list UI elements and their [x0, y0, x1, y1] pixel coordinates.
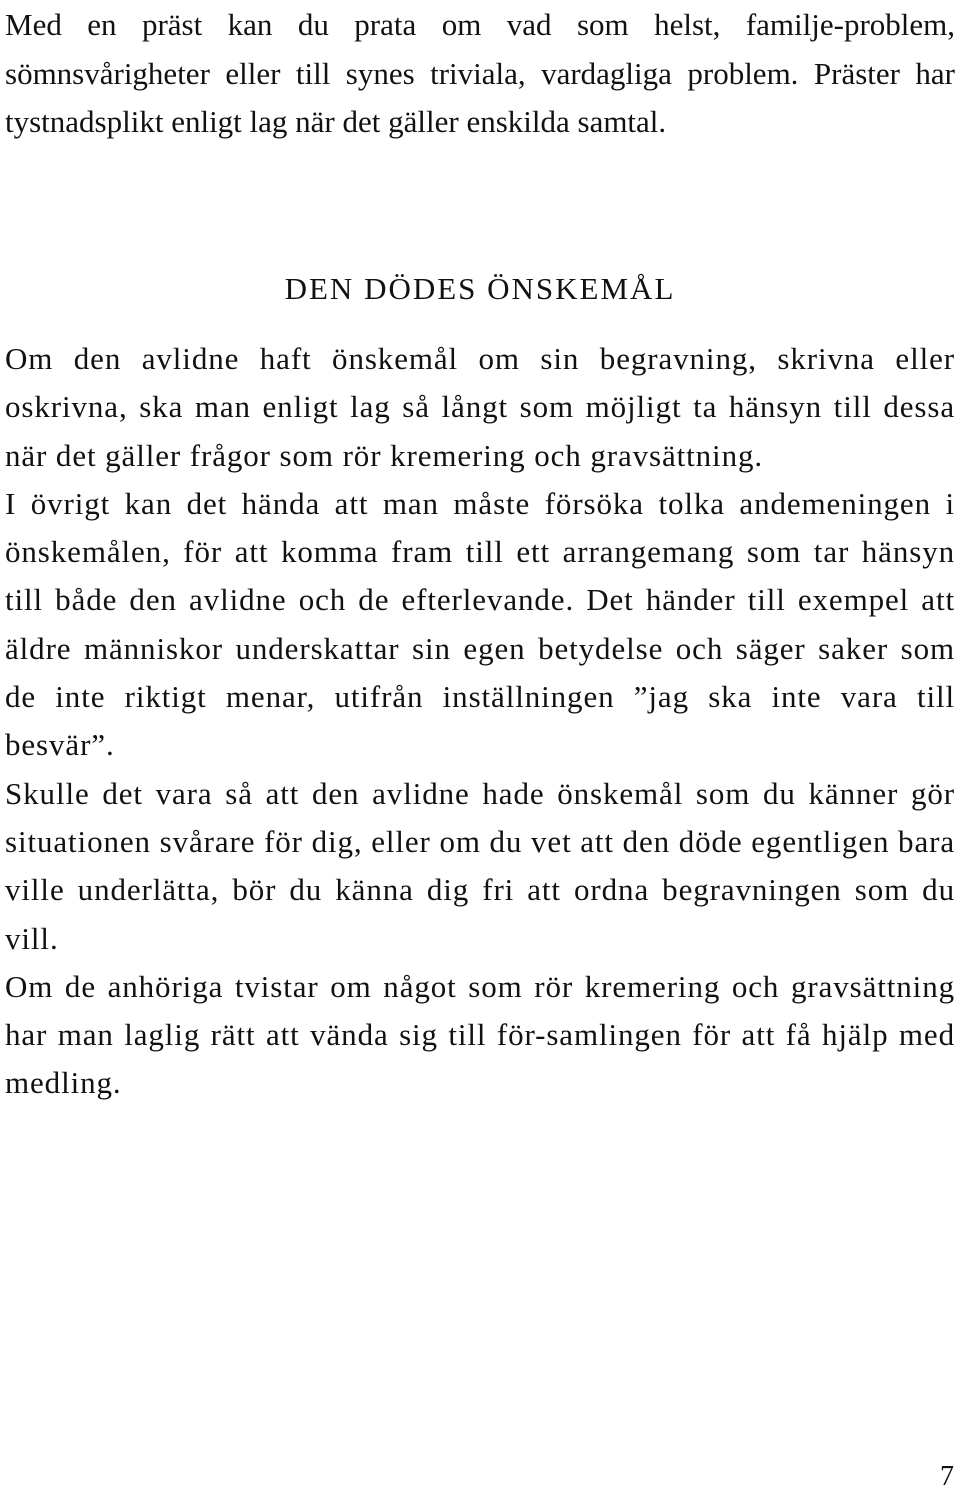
document-page [5, 0, 955, 1101]
paragraph-wishes-law: Om den avlidne haft önskemål om sin begravning, skrivna eller oskrivna, ska man enligt lag så långt som möjligt ta hänsyn till dessa när det gäller frågor som rör kremering och gravsättning. [5, 341, 955, 473]
intro-paragraph: Med en präst kan du prata om vad som helst, familje-problem, sömnsvårigheter eller till synes triviala, vardagliga problem. Präster har tystnadsplikt enligt lag när det gäller enskilda samtal. [5, 7, 955, 139]
section-body [5, 335, 955, 1108]
paragraph-disputes: Om de anhöriga tvistar om något som rör kremering och gravsättning har man laglig rätt att vända sig till för-samlingen för att få hjälp med medling. [5, 968, 955, 1101]
section-heading: DEN DÖDES ÖNSKEMÅL [284, 271, 676, 306]
paragraph-difficult-wishes: Skulle det vara så att den avlidne hade önskemål som du känner gör situationen svårare för dig, eller om du vet att den döde egentligen bara ville underlätta, bör du känna dig fri att ordna begravningen som du vill. [5, 775, 955, 956]
paragraph-interpretation: I övrigt kan det hända att man måste försöka tolka andemeningen i önskemålen, för att komma fram till ett arrangemang som tar hänsyn till både den avlidne och de efterlevande. Det händer till exempel att äldre människor underskattar sin egen betydelse och säger saker som de inte riktigt menar, utifrån inställningen ”jag ska inte vara till besvär”. [5, 485, 955, 763]
page-number: 7 [940, 1461, 954, 1492]
